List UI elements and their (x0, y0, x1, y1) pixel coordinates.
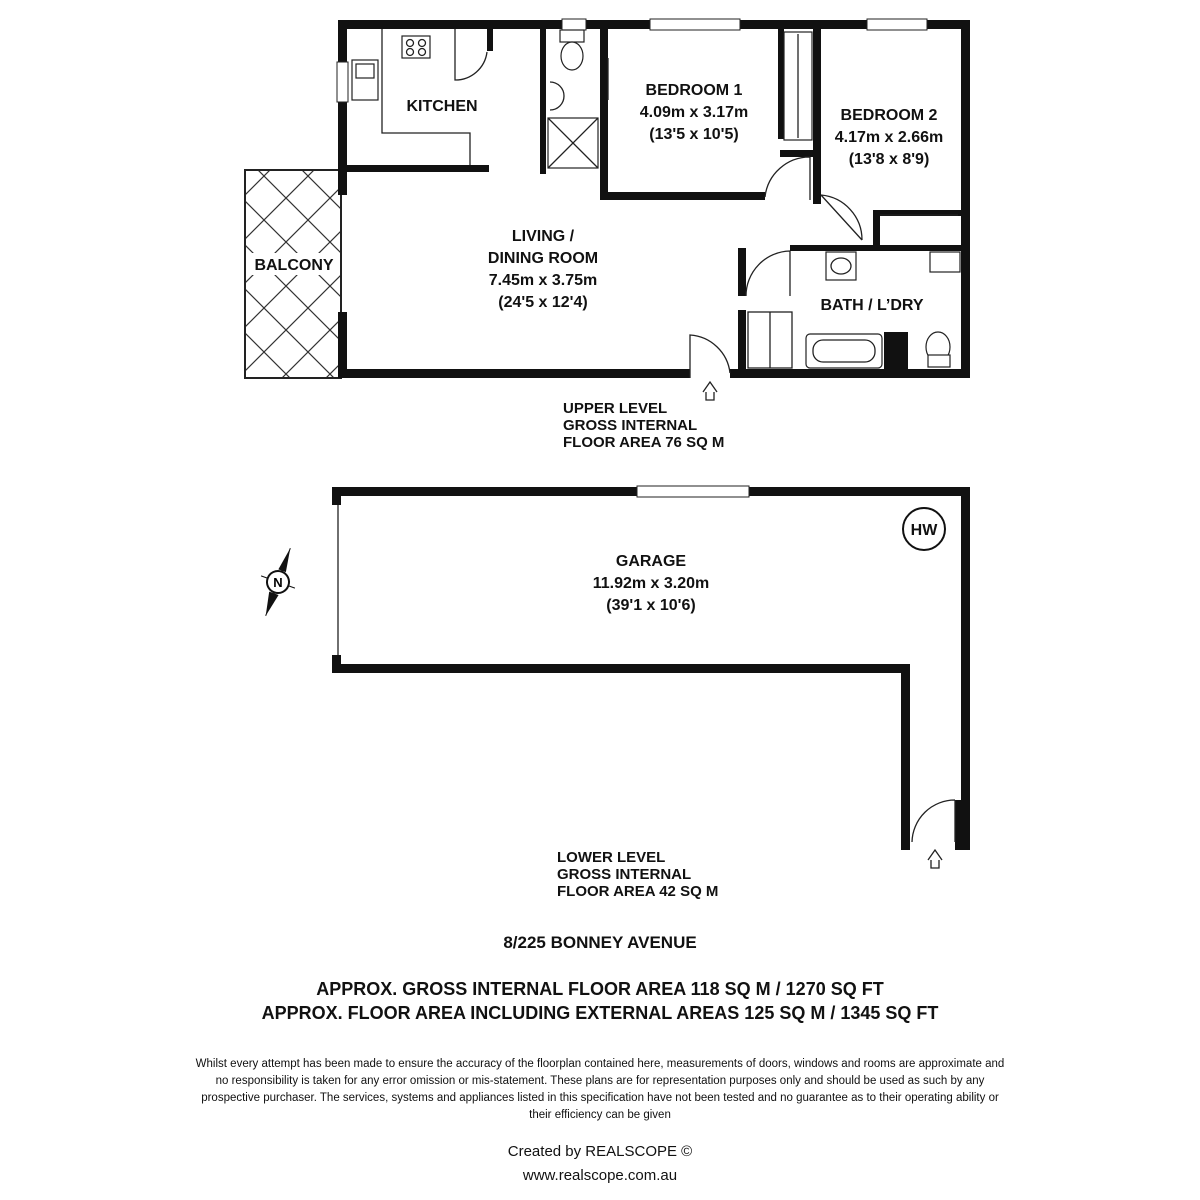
garage-size-m: 11.92m x 3.20m (592, 575, 710, 592)
bedroom2-size-m: 4.17m x 2.66m (834, 129, 944, 146)
garage-size-ft: (39'1 x 10'6) (606, 597, 696, 614)
living-label-line2: DINING ROOM (487, 250, 599, 267)
lower-caption-line3: FLOOR AREA 42 SQ M (557, 883, 719, 900)
balcony-label: BALCONY (254, 257, 334, 274)
upper-caption-line1: UPPER LEVEL (563, 400, 668, 417)
kitchen-label: KITCHEN (406, 98, 478, 115)
bedroom2-label: BEDROOM 2 (840, 107, 938, 124)
creator-credit: Created by REALSCOPE © (507, 1143, 693, 1160)
compass-north-letter: N (273, 575, 283, 590)
upper-level-plan (245, 19, 970, 451)
property-address: 8/225 BONNEY AVENUE (503, 933, 697, 952)
bedroom2-size-ft: (13'8 x 8'9) (848, 151, 930, 168)
disclaimer-text: Whilst every attempt has been made to ensure the accuracy of the floorplan contained here, measurements of doors, windows and rooms are approximate and no responsibility is taken for any error omission or mis-statement. These plans are for representation purposes only and should be used as such by any prospective purchaser. The services, systems and appliances listed in this specification have not been tested and no guarantee as to their operating ability or their efficiency can be given (195, 1058, 1005, 1121)
living-size-ft: (24'5 x 12'4) (498, 294, 588, 311)
gross-internal-area: APPROX. GROSS INTERNAL FLOOR AREA 118 SQ M / 1270 SQ FT (316, 979, 884, 999)
lower-caption-line2: GROSS INTERNAL (557, 866, 692, 883)
garage-label: GARAGE (615, 553, 687, 570)
upper-caption-line3: FLOOR AREA 76 SQ M (563, 434, 725, 451)
living-label-line1: LIVING / (511, 228, 575, 245)
area-including-external: APPROX. FLOOR AREA INCLUDING EXTERNAL AREAS 125 SQ M / 1345 SQ FT (261, 1003, 939, 1023)
bedroom1-label: BEDROOM 1 (645, 82, 743, 99)
upper-caption-line2: GROSS INTERNAL (563, 417, 698, 434)
bedroom1-size-m: 4.09m x 3.17m (639, 104, 749, 121)
lower-caption-line1: LOWER LEVEL (557, 849, 666, 866)
living-size-m: 7.45m x 3.75m (488, 272, 598, 289)
hot-water-label: HW (910, 522, 938, 539)
bedroom1-size-ft: (13'5 x 10'5) (649, 126, 739, 143)
lower-level-plan (332, 486, 970, 900)
bath-laundry-label: BATH / L’DRY (820, 297, 924, 314)
website-link[interactable]: www.realscope.com.au (522, 1167, 678, 1184)
